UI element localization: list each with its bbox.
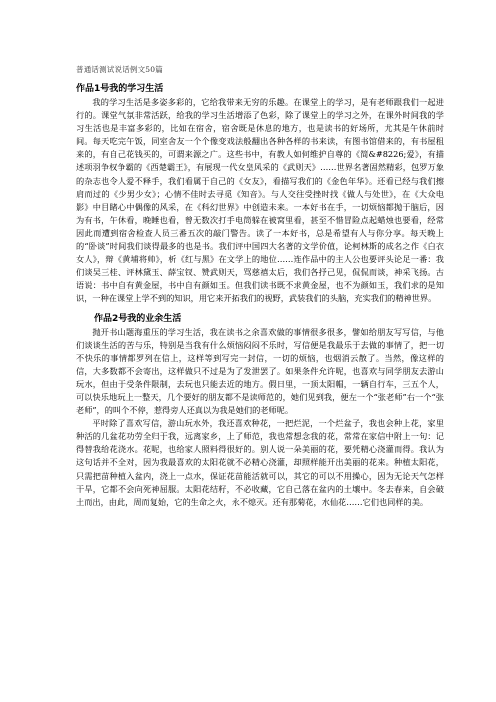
section-title-2: 作品2号我的业余生活: [94, 313, 182, 324]
section-1-paragraph-1: 我的学习生活是多姿多彩的，它给我带来无穷的乐趣。在课堂上的学习，是有老师跟我们一起进行的。课堂气氛非常活跃，给我的学习生活增添了色彩，除了课堂上的学习之外，在课外时间我的学习生活也是丰富多彩的，比如在宿舍，宿舍既是休息的地方，也是读书的好场所，尤其是午休前时间。每天吃完午饭，同室舍友一个个像变戏法般翻出各种各样的书来读，有图书馆借来的，有书屋租来的，有自己花钱买的，可谓来源之广。这些书中，有教人如何维护自尊的《简&#8226;爱》，有描述项羽争权争霸的《西楚霸王》，有展现一代女皇风采的《武则天》……世界名著固然精彩，包罗万象的杂志也令人爱不释手，我们看属于自己的《女友》，看描写我们的《金色年华》。还看已经与我们擦肩而过的《少男少女》；心情不佳时去寻觅《知音》。与人交往受挫时找《做人与处世》，在《大众电影》中目睹心中偶像的风采，在《科幻世界》中创造未来。一本好书在手，一切烦恼都抛于脑后，因为有书，午休看，晚睡也看，曾无数次打手电筒躲在被窝里看，甚至不惜冒险点起蜡烛也要看，经常因此而遭到宿舍检查人员三番五次的敲门警告。读了一本好书，总是希望有人与你分享。每天晚上的“卧谈”时间我们谈得最多的也是书。我们评中国四大名著的文学价值，论柯林斯的成名之作《白衣女人》，辩《黄埔将帅》，析《红与黑》在文学上的地位……连作品中的主人公也要评头论足一番：我们谈吴三桂、评林黛玉、薛宝钗、赞武则天，骂慈禧太后，我们各抒己见，侃侃而谈，神采飞扬。古语说：书中自有黄金屋，书中自有颜如玉。但我们读书既不求黄金屋，也不为颜如玉，我们求的是知识，一种在课堂上学不到的知识，用它来开拓我们的视野，武装我们的头脑，充实我们的精神世界。: [76, 97, 444, 304]
section-2-paragraph-1: 抛开书山题海重压的学习生活，我在读书之余喜欢做的事情很多很多，譬如给朋友写写信，与他们谈谈生活的苦与乐，特别是当我有什么烦恼闷闷不乐时，写信便是我最乐于去做的事情了，把一切不快乐的事情都罗列在信上，这样等到写完一封信，一切的烦恼，也烟消云散了。当然，像这样的信，大多数都不会寄出，这样做只不过是为了发泄罢了。如果条件允许呢，也喜欢与同学朋友去游山玩水，但由于受条件限制，去玩也只能去近的地方。假日里，一顶太阳帽，一辆自行车，三五个人，可以快乐地玩上一整天，几个要好的朋友都不是读师范的，她们见到我，便左一个“张老师”右一个“张老师”，的叫个不停，惹得旁人还真以为我是她们的老师呢。: [76, 326, 444, 416]
document-header: 普通话测试说话例文50篇: [76, 65, 163, 74]
document-body: [76, 82, 444, 509]
section-title-1: 作品1号我的学习生活: [76, 84, 164, 94]
section-2-paragraph-2: 平时除了喜欢写信，游山玩水外，我还喜欢种花，一把烂泥，一个烂盆子，我也会种上花，家里种活的几盆花功劳全归于我，远离家乡，上了师范，我也常想念我的花，常常在家信中附上一句：记得替我给花浇水。花呢，也给家人照料得很好的。别人说一朵美丽的花，要凭精心浇灌而得。我认为这句话并不全对，因为我最喜欢的太阳花就不必精心浇灌，却照样能开出美丽的花来。种植太阳花，只需把苗种植入盆内，浇上一点水，保证花苗能活就可以，其它的可以不用操心，因为无论天气怎样干旱，它都不会向死神屈服。太阳花结籽，不必收藏，它自己落在盆内的土壤中。冬去春来，自会破土而出，由此，周而复始，它的生命之火，永不熄灭。还有那菊花，水仙花……它们也同样的美。: [76, 418, 444, 507]
